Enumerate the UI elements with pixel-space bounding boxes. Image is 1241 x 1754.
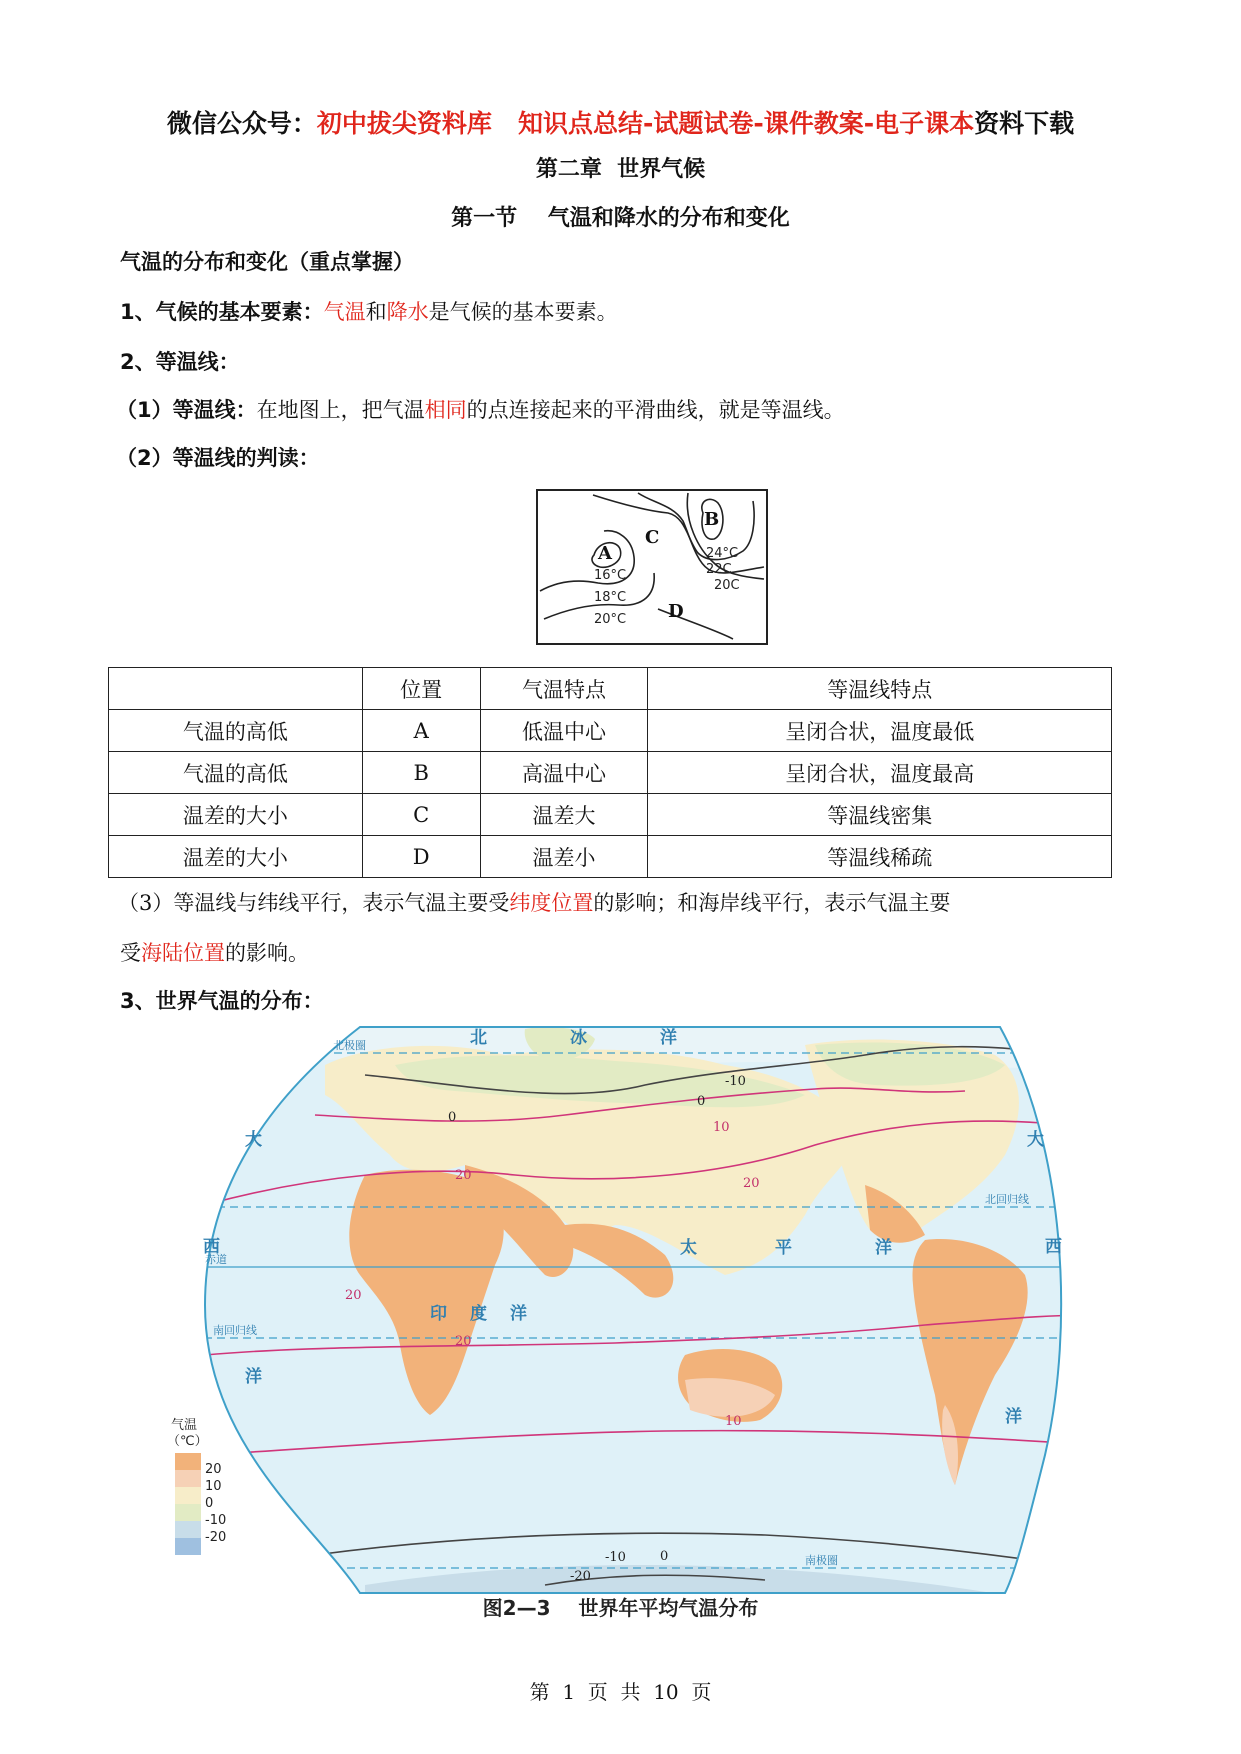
legend-swatch [175,1470,201,1487]
table-row [109,836,1112,878]
figure-temp-18: 18°C [594,590,627,605]
table-cell: 呈闭合状，温度最低 [648,710,1112,752]
header-suffix: 资料下载 [974,109,1075,138]
legend-unit: （℃） [167,1434,208,1449]
legend-value: 0 [205,1496,214,1511]
legend-title: 气温 [171,1418,198,1433]
ocean-label: 洋 [510,1304,527,1324]
table-cell: 温差的大小 [109,794,363,836]
table-cell: 温差大 [480,794,648,836]
isotherm-value: 20 [455,1334,472,1349]
legend-value: 10 [205,1479,222,1494]
ocean-label: 北 [470,1028,487,1048]
lat-label: 南极圈 [805,1554,838,1567]
table-cell: 温差的大小 [109,836,363,878]
lat-label: 南回归线 [213,1324,257,1337]
figure-label-b: B [704,509,720,530]
figure-temp-20b: 20C [714,578,740,593]
isotherm-value: 0 [660,1549,669,1564]
table-header-cell [109,668,363,710]
table-cell: 气温的高低 [109,710,363,752]
legend-swatch [175,1487,201,1504]
item-3-label: 3、世界气温的分布： [120,989,324,1013]
isotherm-value: 20 [455,1168,472,1183]
isotherm-value: -10 [605,1550,626,1565]
table-cell: 温差小 [480,836,648,878]
figure-temp-20: 20°C [594,612,627,627]
table-cell: B [362,752,480,794]
table-cell: 等温线稀疏 [648,836,1112,878]
item-2-3-text-d: 的影响。 [225,941,309,965]
legend-value: -10 [205,1513,227,1528]
table-cell: 气温的高低 [109,752,363,794]
item-2-3-red-2: 海陆位置 [141,941,225,965]
item-2-3-line-2 [120,937,309,967]
ocean-label: 大 [245,1130,262,1150]
item-2-1 [116,394,845,424]
figure-label-c: C [645,527,660,548]
table-cell: 等温线密集 [648,794,1112,836]
table-cell: A [362,710,480,752]
item-1 [120,296,618,326]
item-2-2-label: （2）等温线的判读： [116,446,320,470]
legend-value: 20 [205,1462,222,1477]
item-2-3-red-1: 纬度位置 [509,891,594,915]
table-row [109,710,1112,752]
figure-label-d: D [668,601,684,622]
table-row [109,752,1112,794]
section-title: 第一节 气温和降水的分布和变化 [451,206,790,231]
item-2-3-line-1 [118,887,950,917]
map-caption: 图2—3 世界年平均气温分布 [482,1596,759,1620]
table-cell: 呈闭合状，温度最高 [648,752,1112,794]
table-cell: C [362,794,480,836]
isotherm-value: 10 [725,1414,742,1429]
item-1-mid: 和 [365,300,387,324]
legend-swatch [175,1504,201,1521]
item-2-1-label: （1）等温线： [116,398,257,422]
ocean-label: 平 [775,1238,792,1258]
page-footer: 第 1 页 共 10 页 [529,1680,712,1704]
table-header-cell: 位置 [362,668,480,710]
item-2-1-text-b: 的点连接起来的平滑曲线，就是等温线。 [466,398,845,422]
legend-value: -20 [205,1530,227,1545]
table-header-cell: 等温线特点 [648,668,1112,710]
isotherm-table [108,667,1112,878]
table-cell: D [362,836,480,878]
subheading: 气温的分布和变化（重点掌握） [120,250,414,274]
isotherm-value: 10 [713,1120,730,1135]
isotherm-value: -20 [570,1569,591,1584]
ocean-label: 度 [470,1304,487,1324]
ocean-label: 印 [430,1304,447,1324]
ocean-label: 太 [680,1238,697,1258]
header-prefix: 微信公众号： [166,109,317,138]
isotherm-value: 20 [743,1176,760,1191]
isotherm-value: -10 [725,1074,746,1089]
map-legend [167,1418,226,1555]
table-header-cell: 气温特点 [480,668,648,710]
ocean-label: 洋 [1005,1407,1022,1427]
isotherm-value: 20 [345,1288,362,1303]
figure-temp-24: 24°C [706,546,739,561]
item-1-label: 1、气候的基本要素： [120,300,324,324]
item-2-1-red: 相同 [424,398,467,422]
item-1-tail: 是气候的基本要素。 [428,300,618,324]
ocean-label: 西 [203,1237,220,1257]
ocean-label: 洋 [875,1238,892,1258]
ocean-label: 大 [1027,1130,1044,1150]
item-1-red-2: 降水 [386,300,429,324]
header-red-text: 初中拔尖资料库 知识点总结-试题试卷-课件教案-电子课本 [316,109,975,138]
legend-swatch [175,1538,201,1555]
item-2-3-text-c: 受 [120,941,141,965]
lat-label: 北极圈 [333,1039,366,1052]
ocean-label: 洋 [660,1028,677,1048]
item-2-label: 2、等温线： [120,350,240,374]
lat-label: 北回归线 [985,1193,1029,1206]
ocean-label: 西 [1045,1237,1062,1257]
table-header-row [109,668,1112,710]
legend-swatch [175,1453,201,1470]
table-row [109,794,1112,836]
isotherm-value: 0 [448,1110,457,1125]
isotherm-figure [536,489,768,645]
legend-swatch [175,1521,201,1538]
item-2-3-text-a: （3）等温线与纬线平行，表示气温主要受 [118,891,510,915]
world-temperature-map [165,1025,1095,1595]
table-cell: 高温中心 [480,752,648,794]
isotherm-value: 0 [697,1094,706,1109]
chapter-title: 第二章 世界气候 [535,157,706,182]
figure-temp-22: 22C [706,562,732,577]
figure-temp-16: 16°C [594,568,627,583]
table-cell: 低温中心 [480,710,648,752]
item-2-1-text-a: 在地图上，把气温 [256,398,425,422]
ocean-label: 冰 [570,1028,587,1048]
figure-label-a: A [598,543,612,564]
item-1-red-1: 气温 [323,300,366,324]
lat-label: 赤道 [205,1253,227,1266]
ocean-label: 洋 [245,1367,262,1387]
item-2-3-text-b: 的影响；和海岸线平行，表示气温主要 [593,891,951,915]
document-header [0,104,1241,140]
